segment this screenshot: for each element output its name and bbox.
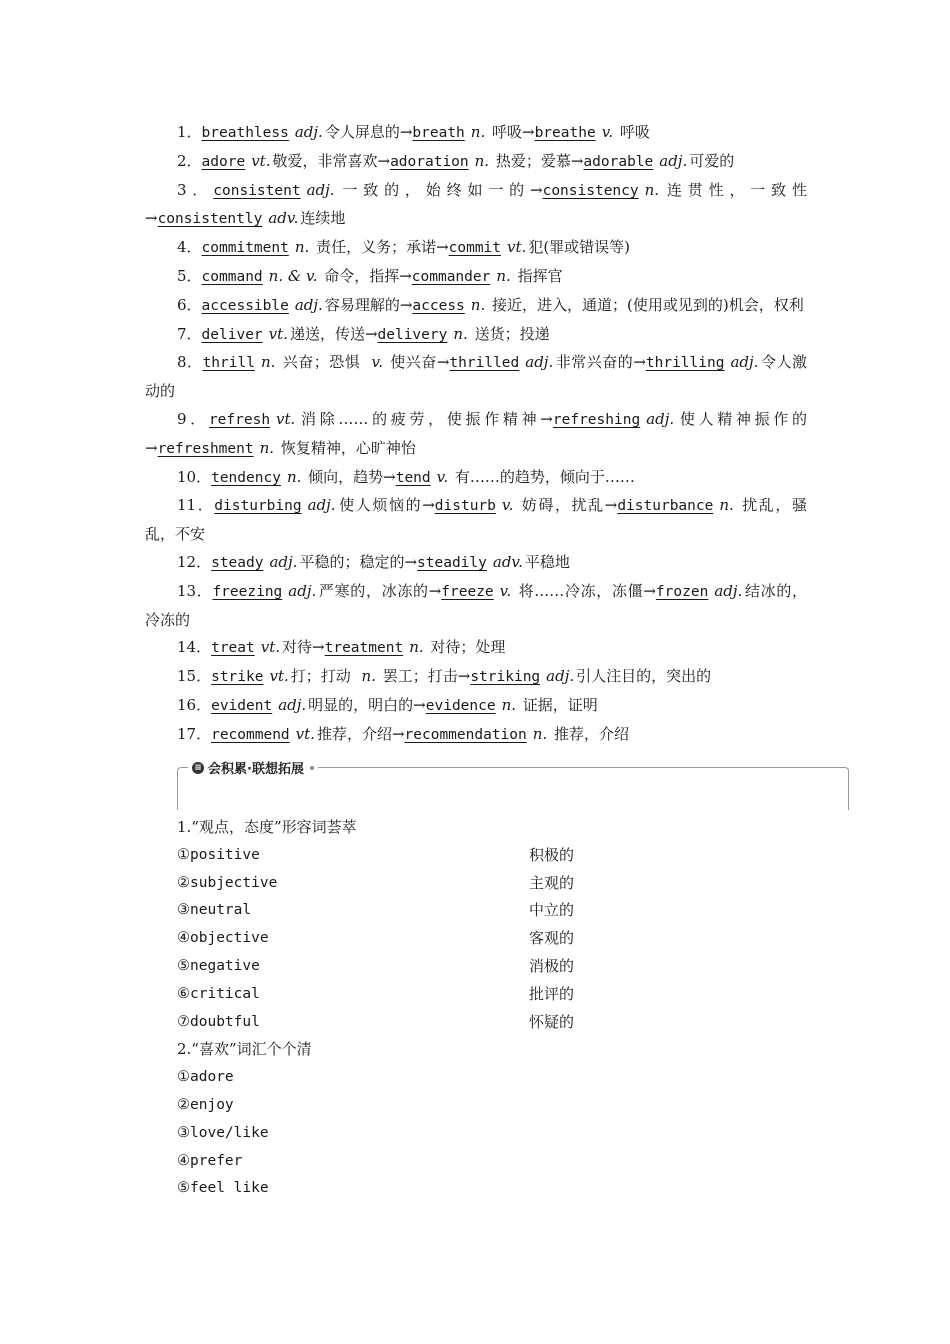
definition-text: 将……冷冻，冻僵→	[513, 581, 656, 600]
vocab-entry	[145, 464, 807, 493]
definition-text: 扰乱，骚乱，不安	[145, 496, 807, 544]
vocab-entry	[145, 634, 807, 663]
part-of-speech: adj.	[278, 695, 307, 714]
definition-text: 证据，证明	[518, 695, 598, 714]
vocab-word: access	[412, 297, 465, 314]
part-of-speech: v.	[601, 123, 614, 141]
part-of-speech: vt.	[251, 151, 271, 170]
chinese-meaning: 客观的	[529, 929, 575, 948]
entry-number: 14．	[177, 638, 212, 657]
vocab-word: striking	[470, 669, 541, 686]
vocab-word: treatment	[324, 640, 404, 657]
part-of-speech: vt.	[268, 324, 288, 343]
entry-number: 1．	[177, 123, 202, 141]
entry-number: 12．	[177, 552, 212, 571]
part-of-speech: n.	[719, 496, 734, 515]
vocab-word: disturb	[434, 498, 496, 515]
entry-number: 2．	[177, 151, 202, 170]
entry-number: 11．	[177, 496, 215, 515]
part-of-speech: adj.	[525, 353, 554, 372]
definition-text: 一致的，始终如一的→	[336, 180, 543, 199]
vocab-word: evident	[211, 697, 273, 714]
table-row	[177, 897, 807, 925]
vocab-word: strike	[211, 669, 264, 686]
vocab-word: delivery	[377, 326, 448, 343]
entry-number: 8．	[177, 353, 203, 372]
part-of-speech: n.	[501, 695, 517, 714]
section1-heading: 1.“观点，态度”形容词荟萃	[177, 818, 357, 836]
vocab-word: treat	[211, 640, 255, 657]
entry-number: 16．	[177, 695, 212, 714]
part-of-speech: n. & v.	[268, 266, 318, 285]
vocab-word: tend	[395, 469, 431, 486]
part-of-speech: vt.	[269, 667, 289, 686]
definition-text: 妨碍，扰乱→	[515, 496, 618, 515]
vocab-entry	[145, 263, 807, 292]
vocab-word: disturbance	[617, 498, 714, 515]
part-of-speech: adj.	[288, 581, 317, 600]
vocab-entry	[145, 549, 807, 578]
entry-number: 7．	[177, 324, 202, 343]
vocab-word: consistently	[157, 211, 263, 228]
vocab-word: refresh	[208, 411, 271, 428]
part-of-speech: adj.	[294, 123, 323, 141]
part-of-speech: vt.	[295, 724, 315, 743]
definition-text: 令人屏息的→	[324, 123, 413, 141]
like-word-list	[177, 1064, 807, 1203]
definition-text: 对待；处理	[425, 638, 506, 657]
definition-text: 指挥官	[512, 266, 563, 285]
part-of-speech: vt.	[507, 238, 527, 257]
part-of-speech: n.	[474, 151, 490, 170]
entry-number: 15．	[177, 667, 212, 686]
definition-text: 热爱；爱慕→	[491, 151, 584, 170]
entry-number: 9．	[177, 409, 209, 428]
part-of-speech: adj.	[730, 353, 759, 372]
definition-text: 打；打动	[290, 667, 356, 686]
part-of-speech: n.	[644, 180, 660, 199]
vocab-word: adore	[201, 153, 246, 170]
section-box-title	[188, 758, 318, 777]
part-of-speech: v.	[499, 581, 512, 600]
definition-text: 连贯性，一致性→	[145, 180, 807, 228]
table-row	[177, 1009, 807, 1037]
vocab-word: accessible	[201, 297, 289, 314]
part-of-speech: n.	[470, 295, 486, 314]
part-of-speech: vt.	[276, 409, 296, 428]
part-of-speech: adj.	[269, 552, 298, 571]
definition-text: 恢复精神，心旷神怡	[276, 438, 416, 457]
definition-text: 连续地	[300, 209, 346, 228]
part-of-speech: adv.	[492, 552, 523, 571]
definition-text: 送货；投递	[469, 324, 550, 343]
definition-text: 罢工；打击→	[377, 667, 471, 686]
list-item: ③love/like	[177, 1124, 269, 1141]
vocab-word: freeze	[441, 583, 494, 600]
chinese-meaning: 中立的	[529, 901, 575, 920]
definition-text: 对待→	[282, 638, 325, 657]
part-of-speech: adj.	[294, 295, 323, 314]
definition-text: 推荐，介绍→	[316, 724, 405, 743]
definition-text: 严寒的，冰冻的→	[318, 581, 442, 600]
vocab-word: disturbing	[214, 498, 302, 515]
definition-text: 命令，指挥→	[319, 266, 412, 285]
part-of-speech: v.	[501, 496, 514, 515]
part-of-speech: n.	[453, 324, 468, 343]
vocab-word: refreshment	[157, 440, 254, 457]
vocab-entry	[145, 578, 807, 635]
definition-text: 令人激动的	[145, 353, 807, 401]
part-of-speech: adv.	[268, 209, 299, 228]
vocab-entry	[145, 234, 807, 263]
vocab-word: command	[201, 268, 263, 285]
part-of-speech: n.	[409, 638, 424, 657]
part-of-speech: n.	[496, 266, 511, 285]
vocab-entry	[145, 492, 807, 549]
vocab-word: deliver	[201, 326, 263, 343]
dot-icon	[310, 766, 314, 770]
entry-number: 13．	[177, 581, 213, 600]
part-of-speech: v.	[371, 353, 384, 372]
vocab-word: thrilling	[645, 355, 725, 372]
section-box	[177, 762, 849, 810]
part-of-speech: n.	[361, 667, 376, 686]
vocab-entry	[145, 119, 807, 148]
english-word: ⑥critical	[177, 985, 260, 1002]
definition-text: 接近，进入，通道；(使用或见到的)机会，权利	[487, 295, 804, 314]
definition-text: 明显的，明白的→	[308, 695, 426, 714]
vocab-word: thrill	[202, 355, 255, 372]
definition-text: 引人注目的，突出的	[576, 667, 712, 686]
part-of-speech: n.	[532, 724, 548, 743]
english-word: ③neutral	[177, 902, 252, 919]
entry-number: 10．	[177, 467, 212, 486]
part-of-speech: adj.	[659, 151, 688, 170]
table-row	[177, 981, 807, 1009]
vocab-word: recommendation	[404, 726, 527, 743]
entry-number: 5．	[177, 266, 202, 285]
part-of-speech: vt.	[260, 638, 281, 657]
section2-heading: 2.“喜欢”词汇个个清	[177, 1040, 312, 1059]
adjective-table	[177, 842, 807, 1037]
vocab-entry	[145, 292, 807, 321]
vocab-entry	[145, 349, 807, 406]
extension-section	[177, 814, 807, 1203]
list-item: ②enjoy	[177, 1096, 234, 1113]
vocab-word: adoration	[390, 153, 469, 170]
definition-text: 呼吸→	[487, 123, 535, 141]
vocab-word: commitment	[201, 240, 289, 257]
chinese-meaning: 批评的	[529, 984, 575, 1003]
entry-number: 17．	[177, 724, 212, 743]
vocab-word: steady	[211, 554, 264, 571]
part-of-speech: adj.	[306, 180, 335, 199]
part-of-speech: n.	[294, 238, 310, 257]
part-of-speech: n.	[259, 438, 275, 457]
vocab-word: refreshing	[552, 411, 641, 428]
vocab-word: recommend	[211, 726, 290, 743]
definition-text: 使人烦恼的→	[337, 496, 435, 515]
vocab-word: consistency	[542, 182, 639, 199]
section-box-label: 会积累·联想拓展	[208, 762, 304, 777]
chinese-meaning: 积极的	[529, 845, 575, 864]
definition-text: 责任，义务；承诺→	[311, 238, 449, 257]
chinese-meaning: 消极的	[529, 956, 575, 975]
vocab-word: adorable	[583, 153, 654, 170]
vocab-word: consistent	[213, 182, 301, 199]
vocab-word: breathe	[534, 125, 596, 141]
definition-text: 容易理解的→	[324, 295, 413, 314]
vocab-entry	[145, 692, 807, 721]
entry-number: 3．	[177, 180, 214, 199]
list-icon: ≡	[192, 762, 204, 774]
vocab-word: evidence	[425, 697, 496, 714]
english-word: ②subjective	[177, 874, 278, 891]
table-row	[177, 842, 807, 870]
part-of-speech: adj.	[646, 409, 675, 428]
vocab-entry	[145, 721, 807, 750]
vocab-word: tendency	[211, 469, 281, 486]
definition-text: 呼吸	[615, 123, 650, 141]
definition-text: 敬爱，非常喜欢→	[272, 151, 391, 170]
vocab-entry	[145, 406, 807, 464]
vocab-word: breathless	[201, 125, 289, 141]
part-of-speech: v.	[436, 467, 449, 486]
chinese-meaning: 主观的	[529, 873, 575, 892]
part-of-speech: n.	[470, 123, 486, 141]
list-item: ①adore	[177, 1069, 234, 1086]
definition-text: 非常兴奋的→	[555, 353, 646, 372]
chinese-meaning: 怀疑的	[529, 1012, 575, 1031]
entry-number: 6．	[177, 295, 202, 314]
definition-text: 倾向，趋势→	[303, 467, 396, 486]
english-word: ①positive	[177, 846, 260, 863]
list-item: ⑤feel like	[177, 1180, 269, 1197]
definition-text: 可爱的	[689, 151, 735, 170]
table-row	[177, 925, 807, 953]
part-of-speech: adj.	[714, 581, 743, 600]
definition-text: 平稳地	[524, 552, 570, 571]
english-word: ⑤negative	[177, 957, 260, 974]
definition-text: 递送，传送→	[289, 324, 378, 343]
definition-text: 消除……的疲劳，使振作精神→	[297, 409, 553, 428]
vocab-word: freezing	[212, 583, 283, 600]
vocab-word: commander	[411, 268, 491, 285]
definition-text: 使兴奋→	[385, 353, 450, 372]
vocab-entry	[145, 177, 807, 235]
list-item: ④prefer	[177, 1152, 243, 1169]
vocab-entry	[145, 663, 807, 692]
part-of-speech: adj.	[546, 667, 575, 686]
entry-number: 4．	[177, 238, 202, 257]
definition-text: 兴奋；恐惧	[277, 353, 366, 372]
vocab-entry	[145, 321, 807, 350]
definition-text: 推荐，介绍	[549, 724, 629, 743]
table-row	[177, 953, 807, 981]
part-of-speech: n.	[286, 467, 302, 486]
definition-text: 平稳的；稳定的→	[299, 552, 418, 571]
english-word: ④objective	[177, 930, 269, 947]
part-of-speech: n.	[260, 353, 276, 372]
vocab-word: commit	[448, 240, 502, 257]
vocabulary-list	[145, 119, 807, 750]
definition-text: 使人精神振作的→	[145, 409, 807, 457]
vocab-word: frozen	[655, 583, 709, 600]
definition-text: 有……的趋势，倾向于……	[450, 467, 635, 486]
definition-text: 结冰的，冷冻的	[145, 581, 807, 629]
vocab-entry	[145, 148, 807, 177]
vocab-word: thrilled	[449, 355, 520, 372]
english-word: ⑦doubtful	[177, 1013, 260, 1030]
part-of-speech: adj.	[307, 496, 336, 515]
definition-text: 犯(罪或错误等)	[528, 238, 631, 257]
table-row	[177, 870, 807, 898]
vocab-word: steadily	[417, 554, 487, 571]
vocab-word: breath	[412, 125, 465, 141]
